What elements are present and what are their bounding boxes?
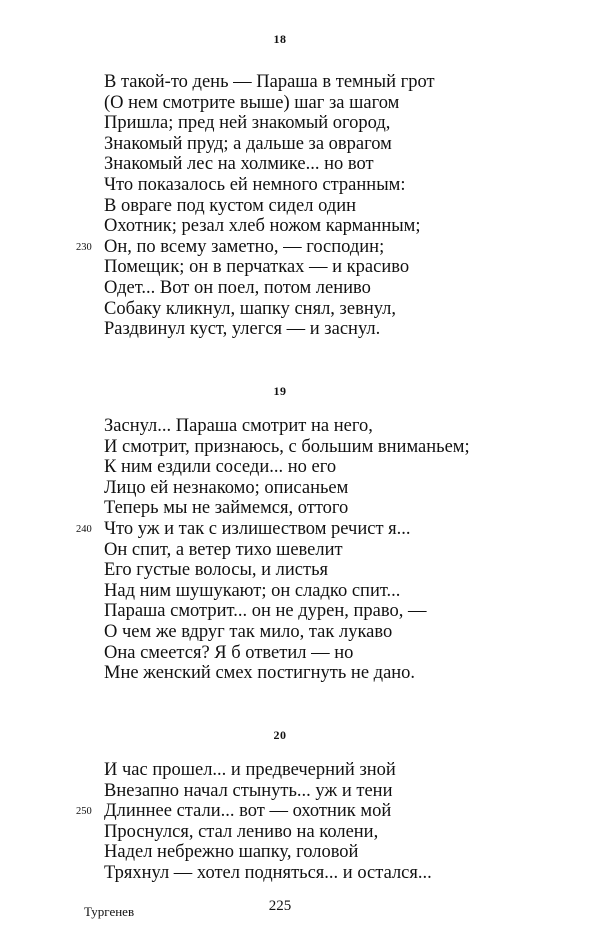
- line-number: 250: [76, 806, 92, 818]
- page-number: 225: [268, 898, 292, 914]
- verse-line: [0, 175, 600, 196]
- verse-line: [0, 519, 600, 540]
- verse-text: И час прошел... и предвечерний зной: [104, 760, 396, 780]
- verse-line: [0, 781, 600, 802]
- verse-text: Длиннее стали... вот — охотник мой: [104, 801, 392, 822]
- verse-text: В такой-то день — Параша в темный грот: [104, 72, 435, 92]
- verse-line: [0, 863, 600, 884]
- verse-text: Параша смотрит... он не дурен, право, —: [104, 601, 427, 622]
- verse-text: Она смеется? Я б ответил — но: [104, 642, 354, 663]
- verse-line: [0, 257, 600, 278]
- stanza: [0, 760, 600, 884]
- verse-line: [0, 72, 600, 93]
- stanza-number: 18: [273, 32, 287, 46]
- verse-text: Лицо ей незнакомо; описаньем: [104, 477, 349, 498]
- verse-line: [0, 437, 600, 458]
- verse-line: [0, 663, 600, 684]
- verse-text: Мне женский смех постигнуть не дано.: [104, 663, 416, 684]
- verse-line: [0, 416, 600, 437]
- verse-text: И смотрит, признаюсь, с большим вниманьем;: [104, 436, 470, 457]
- verse-text: Внезапно начал стынуть... уж и тени: [104, 780, 393, 801]
- verse-line: [0, 319, 600, 340]
- verse-line: [0, 540, 600, 561]
- verse-text: (О нем смотрите выше) шаг за шагом: [104, 92, 400, 113]
- verse-text: Тряхнул — хотел подняться... и остался...: [104, 862, 432, 883]
- verse-line: [0, 842, 600, 863]
- verse-line: [0, 478, 600, 499]
- verse-line: [0, 278, 600, 299]
- verse-line: [0, 154, 600, 175]
- verse-text: О чем же вдруг так мило, так лукаво: [104, 621, 393, 642]
- verse-text: Охотник; резал хлеб ножом карманным;: [104, 216, 421, 237]
- verse-text: Знакомый лес на холмике... но вот: [104, 154, 374, 175]
- verse-line: [0, 560, 600, 581]
- stanza: [0, 416, 600, 684]
- verse-text: Знакомый пруд; а дальше за оврагом: [104, 133, 392, 154]
- stanza-number: 19: [273, 384, 287, 398]
- verse-text: Надел небрежно шапку, головой: [104, 842, 359, 863]
- verse-line: [0, 237, 600, 258]
- line-number: 240: [76, 523, 92, 535]
- verse-text: Заснул... Параша смотрит на него,: [104, 416, 373, 436]
- verse-line: [0, 601, 600, 622]
- verse-line: [0, 93, 600, 114]
- verse-line: [0, 622, 600, 643]
- verse-text: Теперь мы не займемся, оттого: [104, 498, 349, 519]
- verse-line: [0, 643, 600, 664]
- verse-text: Он, по всему заметно, — господин;: [104, 236, 385, 257]
- footer-author: Тургенев: [84, 904, 135, 919]
- verse-text: Пришла; пред ней знакомый огород,: [104, 113, 391, 134]
- verse-line: [0, 822, 600, 843]
- verse-line: [0, 498, 600, 519]
- verse-text: Проснулся, стал лениво на колени,: [104, 821, 379, 842]
- verse-text: Раздвинул куст, улегся — и заснул.: [104, 319, 381, 340]
- verse-text: Над ним шушукают; он сладко спит...: [104, 580, 401, 601]
- stanza: [0, 72, 600, 340]
- stanza-number: 20: [273, 728, 287, 742]
- verse-text: Собаку кликнул, шапку снял, зевнул,: [104, 298, 397, 319]
- verse-line: [0, 113, 600, 134]
- verse-text: Он спит, а ветер тихо шевелит: [104, 539, 343, 560]
- verse-line: [0, 457, 600, 478]
- verse-text: Что уж и так с излишеством речист я...: [104, 518, 411, 539]
- verse-line: [0, 581, 600, 602]
- verse-text: Что показалось ей немного странным:: [104, 174, 406, 195]
- verse-text: Его густые волосы, и листья: [104, 560, 329, 581]
- verse-line: [0, 216, 600, 237]
- verse-line: [0, 299, 600, 320]
- verse-line: [0, 196, 600, 217]
- verse-text: В овраге под кустом сидел один: [104, 195, 357, 216]
- verse-text: К ним ездили соседи... но его: [104, 457, 337, 478]
- verse-line: [0, 760, 600, 781]
- verse-line: [0, 134, 600, 155]
- verse-line: [0, 801, 600, 822]
- verse-text: Одет... Вот он поел, потом лениво: [104, 277, 371, 298]
- verse-text: Помещик; он в перчатках — и красиво: [104, 257, 410, 278]
- line-number: 230: [76, 241, 92, 253]
